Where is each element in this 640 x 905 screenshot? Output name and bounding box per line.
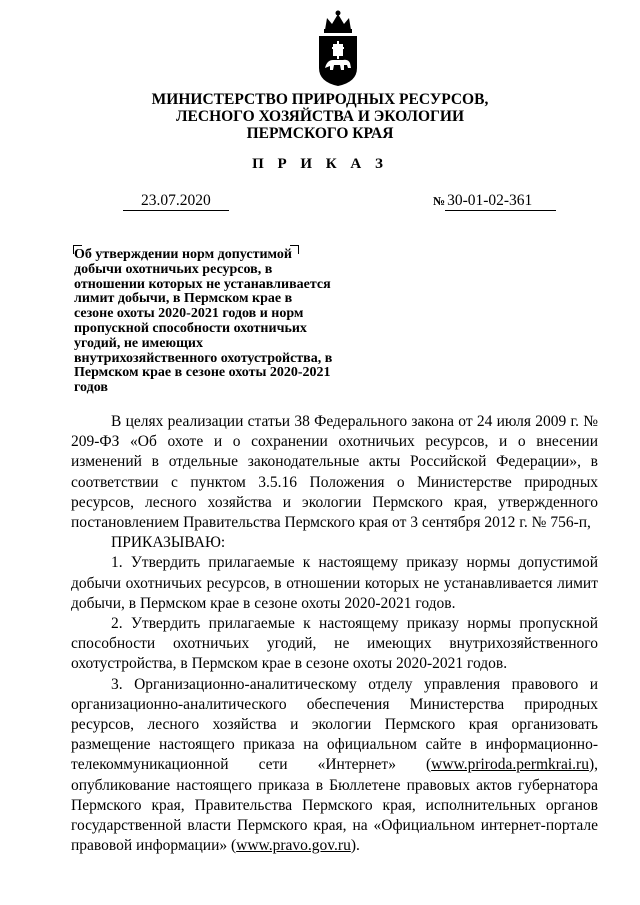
order-item-2: 2. Утвердить прилагаемые к настоящему приказу нормы пропускной способности охотничьих угодий, не имеющих внутрихозяйственного охотустройства, в Пермском крае в сезоне охоты 2020-2021 годов. xyxy=(71,615,598,673)
item-3-text-b: ), опубликование настоящего приказа в Бюллетене правовых актов губернатора Пермского края, Правительства Пермского края, исполнительных органов государственной власти Пермского края, на «Официальном интернет-портале правовой информации» ( xyxy=(71,756,598,855)
coat-of-arms-icon xyxy=(313,8,363,88)
item-3-text-a: 3. Организационно-аналитическому отделу управления правового и организационно-аналитического обеспечения Министерства природных ресурсов, лесного хозяйства и экологии Пермского края организовать размещение настоящего приказа на официальном сайте в информационно-телекоммуникационной сети «Интернет» ( xyxy=(71,675,598,774)
order-item-1: 1. Утвердить прилагаемые к настоящему приказу нормы допустимой добычи охотничьих ресурсов, в отношении которых не устанавливается лимит добычи, в Пермском крае в сезоне охоты 2020-2021 годов. xyxy=(71,554,598,612)
order-number-value: 30-01-02-361 xyxy=(445,192,556,211)
priroda-site-link[interactable]: www.priroda.permkrai.ru xyxy=(431,756,589,774)
order-number xyxy=(433,192,556,210)
order-date xyxy=(123,192,229,210)
order-subject: Об утверждении норм допустимой добычи охотничьих ресурсов, в отношении которых не устанавливается лимит добычи, в Пермском крае в сезоне охоты 2020-2021 годов и норм пропускной способности охотничьих угодий, не имеющих внутрихозяйственного охотустройства, в Пермском крае в сезоне охоты 2020-2021 годов xyxy=(74,247,333,396)
ministry-line-2: ЛЕСНОГО ХОЗЯЙСТВА И ЭКОЛОГИИ xyxy=(175,108,465,125)
item-3-text-c: ). xyxy=(350,837,360,855)
pravo-portal-link[interactable]: www.pravo.gov.ru xyxy=(236,837,351,855)
order-body xyxy=(71,412,598,856)
order-item-3 xyxy=(71,675,598,857)
order-word: ПРИКАЗЫВАЮ: xyxy=(111,534,226,552)
ministry-line-1: МИНИСТЕРСТВО ПРИРОДНЫХ РЕСУРСОВ, xyxy=(151,91,489,108)
order-date-value: 23.07.2020 xyxy=(123,192,229,211)
preamble-paragraph: В целях реализации статьи 38 Федерального закона от 24 июля 2009 г. № 209-ФЗ «Об охоте и о сохранении охотничьих ресурсов, и о внесении изменений в отдельные законодательные акты Российской Федерации», в соответствии с пунктом 3.5.16 Положения о Министерстве природных ресурсов, лесного хозяйства и экологии Пермского края, утвержденного постановлением Правительства Пермского края от 3 сентября 2012 г. № 756-п, xyxy=(71,413,598,532)
ministry-line-3: ПЕРМСКОГО КРАЯ xyxy=(246,125,394,142)
order-title: П Р И К А З xyxy=(252,156,388,172)
number-sign: № xyxy=(433,194,446,208)
